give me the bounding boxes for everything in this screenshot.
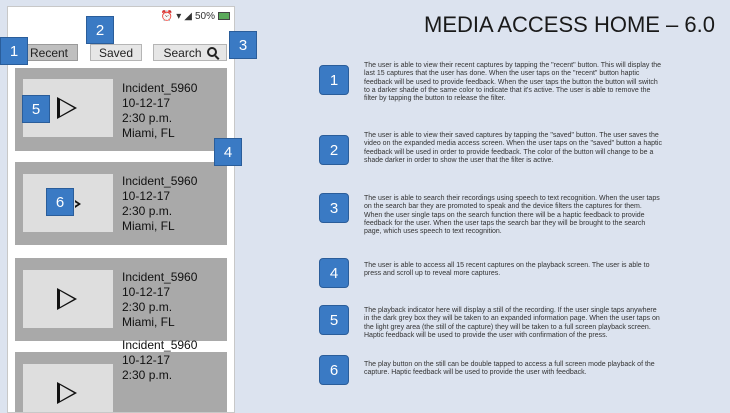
play-icon[interactable] bbox=[57, 288, 77, 310]
capture-time: 2:30 p.m. bbox=[122, 368, 173, 382]
note-number-3: 3 bbox=[319, 193, 349, 223]
play-icon[interactable] bbox=[57, 97, 77, 119]
capture-location: Miami, FL bbox=[122, 315, 175, 329]
capture-date: 10-12-17 bbox=[122, 353, 171, 367]
saved-button-label: Saved bbox=[98, 45, 134, 60]
marker-5: 5 bbox=[22, 95, 50, 123]
capture-thumbnail[interactable] bbox=[23, 364, 113, 413]
note-number-4: 4 bbox=[319, 258, 349, 288]
capture-meta bbox=[122, 174, 197, 234]
capture-time: 2:30 p.m. bbox=[122, 300, 173, 314]
capture-time: 2:30 p.m. bbox=[122, 111, 173, 125]
capture-title: Incident_5960 bbox=[122, 338, 198, 352]
note-5: The playback indicator here will display a still of the recording. If the user single taps anywhere in the dark grey box they will be taken to an expanded information page. When the user taps on the light grey area (the still of the capture) they will be taken to a full screen playback screen. Haptic feedback will be used to provide the user with confirmation of the press. bbox=[364, 307, 660, 339]
note-3: The user is able to search their recordings using speech to text recognition. When the user taps on the search bar they are promoted to speak and the device filters the captures for them. When the user single taps on the search function there will be a haptic feedback to provide feedback for the user. When the user taps the search bar they will be brought to the search page, which uses speech to text recognition. bbox=[364, 195, 660, 236]
play-icon[interactable] bbox=[57, 382, 77, 404]
capture-meta bbox=[122, 81, 197, 141]
capture-meta bbox=[122, 270, 197, 330]
search-button-label: Search bbox=[163, 45, 202, 60]
search-icon bbox=[207, 47, 217, 57]
capture-title: Incident_5960 bbox=[122, 81, 198, 95]
note-number-6: 6 bbox=[319, 355, 349, 385]
note-1: The user is able to view their recent captures by tapping the "recent" button. This will display the last 15 captures that the user has done. When the user taps on the "recent" button haptic feedback will be used to provide feedback. When the user taps the button the button will switch to a darker shade of the same color to indicate that it's active. The user is able to remove the filter by tapping the button to release the filter. bbox=[364, 62, 662, 103]
slide-title: MEDIA ACCESS HOME – 6.0 bbox=[424, 12, 715, 37]
capture-location: Miami, FL bbox=[122, 219, 175, 233]
signal-icon: ◢ bbox=[184, 10, 192, 22]
capture-time: 2:30 p.m. bbox=[122, 204, 173, 218]
alarm-icon: ⏰ bbox=[160, 10, 174, 22]
play-icon[interactable] bbox=[75, 200, 81, 208]
capture-thumbnail[interactable] bbox=[23, 270, 113, 328]
note-number-1: 1 bbox=[319, 65, 349, 95]
capture-date: 10-12-17 bbox=[122, 189, 171, 203]
marker-1: 1 bbox=[0, 37, 28, 65]
note-number-5: 5 bbox=[319, 305, 349, 335]
search-button[interactable] bbox=[153, 44, 227, 61]
capture-location: Miami, FL bbox=[122, 126, 175, 140]
capture-title: Incident_5960 bbox=[122, 174, 198, 188]
capture-date: 10-12-17 bbox=[122, 285, 171, 299]
marker-3: 3 bbox=[229, 31, 257, 59]
marker-2: 2 bbox=[86, 16, 114, 44]
capture-date: 10-12-17 bbox=[122, 96, 171, 110]
capture-meta bbox=[122, 338, 197, 383]
battery-text: 50% bbox=[194, 10, 215, 22]
note-4: The user is able to access all 15 recent captures on the playback screen. The user is able to press and scroll up to reveal more captures. bbox=[364, 262, 650, 278]
marker-4: 4 bbox=[214, 138, 242, 166]
saved-button[interactable] bbox=[90, 44, 142, 61]
note-2: The user is able to view their saved captures by tapping the "saved" button. The user saves the video on the expanded media access screen. When the user taps on the "saved" button a haptic feedback will be used in order to provide feedback. The color of the button will change to be a shade darker in order to show the user that the filter is active. bbox=[364, 132, 662, 164]
battery-icon bbox=[218, 12, 230, 20]
marker-6: 6 bbox=[46, 188, 74, 216]
phone-mockup bbox=[7, 6, 235, 413]
wifi-icon: ▾ bbox=[176, 10, 182, 22]
note-number-2: 2 bbox=[319, 135, 349, 165]
capture-title: Incident_5960 bbox=[122, 270, 198, 284]
capture-card[interactable] bbox=[15, 258, 227, 341]
note-6: The play button on the still can be double tapped to access a full screen mode playback of the capture. Haptic feedback will be used to provide the user with feedback. bbox=[364, 361, 655, 377]
recent-button-label: Recent bbox=[29, 45, 69, 60]
recent-button[interactable] bbox=[20, 44, 78, 61]
status-bar bbox=[161, 9, 230, 23]
